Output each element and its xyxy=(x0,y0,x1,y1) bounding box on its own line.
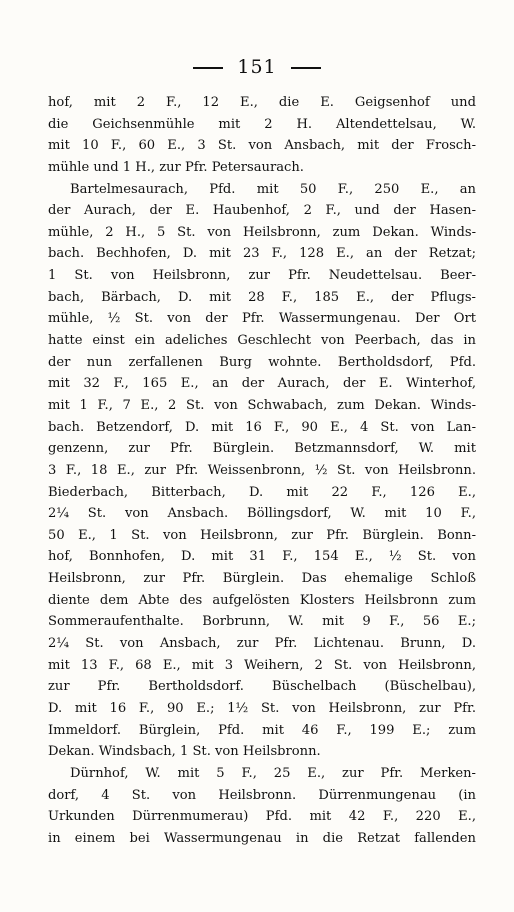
text-line: Heilsbronn, zur Pfr. Bürglein. Das ehemalige Schloß xyxy=(48,571,476,587)
text-line: mit 13 F., 68 E., mit 3 Weihern, 2 St. von Heilsbronn, xyxy=(48,657,476,673)
text-line: 3 F., 18 E., zur Pfr. Weissenbronn, ½ St. von Heilsbronn. xyxy=(48,462,476,478)
text-line: in einem bei Wassermungenau in die Retzat fallenden xyxy=(48,830,476,846)
page-header xyxy=(0,56,514,78)
page-number: 151 xyxy=(237,56,277,78)
text-line: dorf, 4 St. von Heilsbronn. Dürrenmungenau (in xyxy=(48,787,476,803)
text-line: genzenn, zur Pfr. Bürglein. Betzmannsdorf, W. mit xyxy=(48,441,476,457)
text-line: hof, Bonnhofen, D. mit 31 F., 154 E., ½ St. von xyxy=(48,549,476,565)
text-line: Dürnhof, W. mit 5 F., 25 E., zur Pfr. Merken- xyxy=(70,765,476,781)
text-line: hof, mit 2 F., 12 E., die E. Geigsenhof und xyxy=(48,95,476,110)
text-line: bach. Betzendorf, D. mit 16 F., 90 E., 4 St. von Lan- xyxy=(48,419,476,435)
text-line: mühle, ½ St. von der Pfr. Wassermungenau. Der Ort xyxy=(48,311,476,327)
text-line: der nun zerfallenen Burg wohnte. Bertholdsdorf, Pfd. xyxy=(48,354,476,370)
page-body xyxy=(48,92,476,849)
text-line: bach. Bechhofen, D. mit 23 F., 128 E., an der Retzat; xyxy=(48,246,476,262)
text-line: 1 St. von Heilsbronn, zur Pfr. Neudettelsau. Beer- xyxy=(48,268,476,284)
text-line: 2¼ St. von Ansbach. Böllingsdorf, W. mit 10 F., xyxy=(48,506,476,522)
text-line: Sommeraufenthalte. Borbrunn, W. mit 9 F., 56 E.; xyxy=(48,614,476,630)
text-line: 50 E., 1 St. von Heilsbronn, zur Pfr. Bürglein. Bonn- xyxy=(48,527,476,543)
text-line: mühle und 1 H., zur Pfr. Petersaurach. xyxy=(48,159,304,175)
text-line: mit 10 F., 60 E., 3 St. von Ansbach, mit der Frosch- xyxy=(48,138,476,154)
text-line: hatte einst ein adeliches Geschlecht von Peerbach, das in xyxy=(48,333,476,349)
text-line: Biederbach, Bitterbach, D. mit 22 F., 126 E., xyxy=(48,484,476,500)
text-line: Urkunden Dürrenmumerau) Pfd. mit 42 F., 220 E., xyxy=(48,809,476,825)
header-dash-left xyxy=(193,67,223,69)
text-line: zur Pfr. Bertholdsdorf. Büschelbach (Büschelbau), xyxy=(48,679,476,695)
text-line: Dekan. Windsbach, 1 St. von Heilsbronn. xyxy=(48,744,321,760)
text-line: mit 1 F., 7 E., 2 St. von Schwabach, zum Dekan. Winds- xyxy=(48,397,476,413)
text-line: bach, Bärbach, D. mit 28 F., 185 E., der Pflugs- xyxy=(48,289,476,305)
text-line: die Geichsenmühle mit 2 H. Altendettelsau, W. xyxy=(48,116,476,132)
text-line: der Aurach, der E. Haubenhof, 2 F., und der Hasen- xyxy=(48,203,476,219)
text-line: diente dem Abte des aufgelösten Klosters Heilsbronn zum xyxy=(48,592,476,608)
text-line: mühle, 2 H., 5 St. von Heilsbronn, zum Dekan. Winds- xyxy=(48,224,476,240)
header-dash-right xyxy=(291,67,321,69)
text-line: Bartelmesaurach, Pfd. mit 50 F., 250 E., an xyxy=(70,181,476,197)
text-line: D. mit 16 F., 90 E.; 1½ St. von Heilsbronn, zur Pfr. xyxy=(48,700,476,716)
text-line: 2¼ St. von Ansbach, zur Pfr. Lichtenau. Brunn, D. xyxy=(48,636,476,652)
text-line: mit 32 F., 165 E., an der Aurach, der E. Winterhof, xyxy=(48,376,476,392)
text-line: Immeldorf. Bürglein, Pfd. mit 46 F., 199 E.; zum xyxy=(48,722,476,738)
